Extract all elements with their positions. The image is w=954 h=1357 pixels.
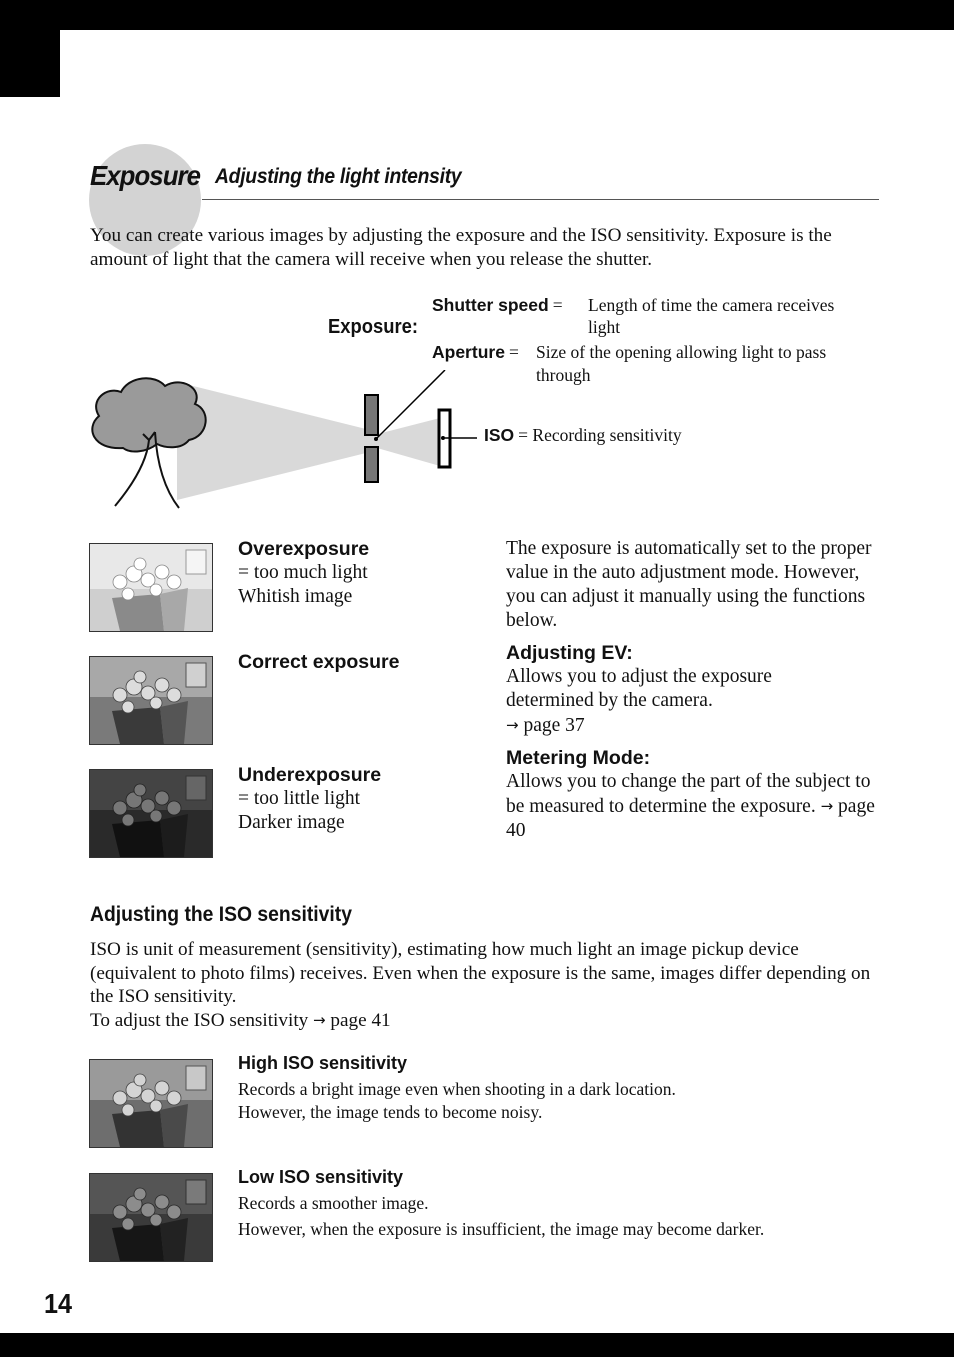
iso-label: ISO <box>484 425 515 445</box>
aperture-eq: = <box>508 342 519 362</box>
metering-mode-text-wrap <box>506 770 876 843</box>
exposure-diagram <box>85 370 485 515</box>
bottom-bar <box>0 1333 954 1357</box>
right-arrow-icon: → <box>506 716 519 734</box>
adjusting-ev-page-ref[interactable]: page 37 <box>523 715 585 736</box>
section-subtitle: Adjusting the light intensity <box>215 165 462 188</box>
overexposure-title: Overexposure <box>238 538 370 560</box>
light-beam-small <box>370 418 440 466</box>
shutter-speed-label: Shutter speed <box>432 295 549 315</box>
iso-intro-text: ISO is unit of measurement (sensitivity), estimating how much light an image pickup device (equivalent to photo films) receives. Even when the exposure is the same, images differ depending on the ISO sensitivity. <box>90 939 871 1007</box>
correct-exposure-title: Correct exposure <box>238 651 400 673</box>
right-arrow-icon: → <box>313 1010 326 1029</box>
top-bar <box>0 0 954 30</box>
overexposure-line1: = too much light <box>238 562 368 583</box>
low-iso-title: Low ISO sensitivity <box>238 1167 404 1187</box>
aperture-row <box>432 341 519 364</box>
aperture-blade-bottom <box>365 447 378 482</box>
high-iso-caption <box>238 1053 878 1123</box>
iso-section-intro <box>90 938 880 1032</box>
metering-mode-page-ref[interactable]: page 40 <box>506 796 875 841</box>
intro-paragraph: You can create various images by adjusting the exposure and the ISO sensitivity. Exposure is the amount of light that the camera will receive when you release the shutter. <box>90 225 832 270</box>
underexposure-line2: Darker image <box>238 812 345 833</box>
overexposure-photo <box>89 543 213 632</box>
adjusting-ev-title: Adjusting EV: <box>506 642 633 664</box>
underexposure-title: Underexposure <box>238 764 382 786</box>
underexposure-photo <box>89 769 213 858</box>
metering-mode-block <box>506 746 876 843</box>
overexposure-line2: Whitish image <box>238 586 353 607</box>
shutter-speed-desc-2: light <box>588 317 621 337</box>
iso-section-title: Adjusting the ISO sensitivity <box>90 903 352 926</box>
heading-rule <box>202 199 879 200</box>
metering-mode-title: Metering Mode: <box>506 747 651 769</box>
overexposure-caption <box>238 537 369 609</box>
auto-adjust-note: The exposure is automatically set to the proper value in the auto adjustment mode. However, you can adjust it manually using the functions below. <box>506 538 872 631</box>
aperture-desc-1: Size of the opening allowing light to pass <box>536 342 827 362</box>
shutter-speed-eq: = <box>552 295 563 315</box>
iso-adjust-page-ref[interactable]: page 41 <box>330 1009 391 1031</box>
iso-adjust-text: To adjust the ISO sensitivity <box>90 1009 309 1031</box>
underexposure-line1: = too little light <box>238 788 361 809</box>
aperture-label: Aperture <box>432 342 505 362</box>
shutter-speed-row <box>432 294 563 317</box>
underexposure-caption <box>238 763 381 835</box>
high-iso-photo <box>89 1059 213 1148</box>
low-iso-caption <box>238 1167 878 1240</box>
right-arrow-icon: → <box>820 797 834 815</box>
high-iso-title: High ISO sensitivity <box>238 1053 408 1073</box>
correct-exposure-photo <box>89 656 213 745</box>
exposure-label: Exposure: <box>328 316 418 338</box>
section-tab <box>0 30 60 97</box>
aperture-desc-2: through <box>536 365 591 385</box>
light-beam <box>177 382 370 500</box>
metering-mode-text: Allows you to change the part of the subject to be measured to determine the exposure. <box>506 771 871 817</box>
page-number: 14 <box>44 1288 73 1319</box>
shutter-speed-desc-1: Length of time the camera receives <box>588 295 835 315</box>
low-iso-line1: Records a smoother image. <box>238 1193 429 1213</box>
iso-row <box>484 424 682 447</box>
adjusting-ev-link[interactable] <box>506 713 876 738</box>
iso-desc: = Recording sensitivity <box>518 425 682 445</box>
adjusting-ev-text: Allows you to adjust the exposure determined by the camera. <box>506 666 772 711</box>
aperture-blade-top <box>365 395 378 435</box>
adjusting-ev-block <box>506 641 876 738</box>
low-iso-line2: However, when the exposure is insufficient, the image may become darker. <box>238 1218 765 1239</box>
correct-exposure-caption <box>238 650 399 674</box>
low-iso-photo <box>89 1173 213 1262</box>
iso-adjust-line <box>90 1009 880 1033</box>
section-title: Exposure <box>90 160 201 191</box>
sensor-dot <box>441 436 445 440</box>
high-iso-line2: However, the image tends to become noisy. <box>238 1101 543 1122</box>
high-iso-line1: Records a bright image even when shooting in a dark location. <box>238 1079 676 1099</box>
